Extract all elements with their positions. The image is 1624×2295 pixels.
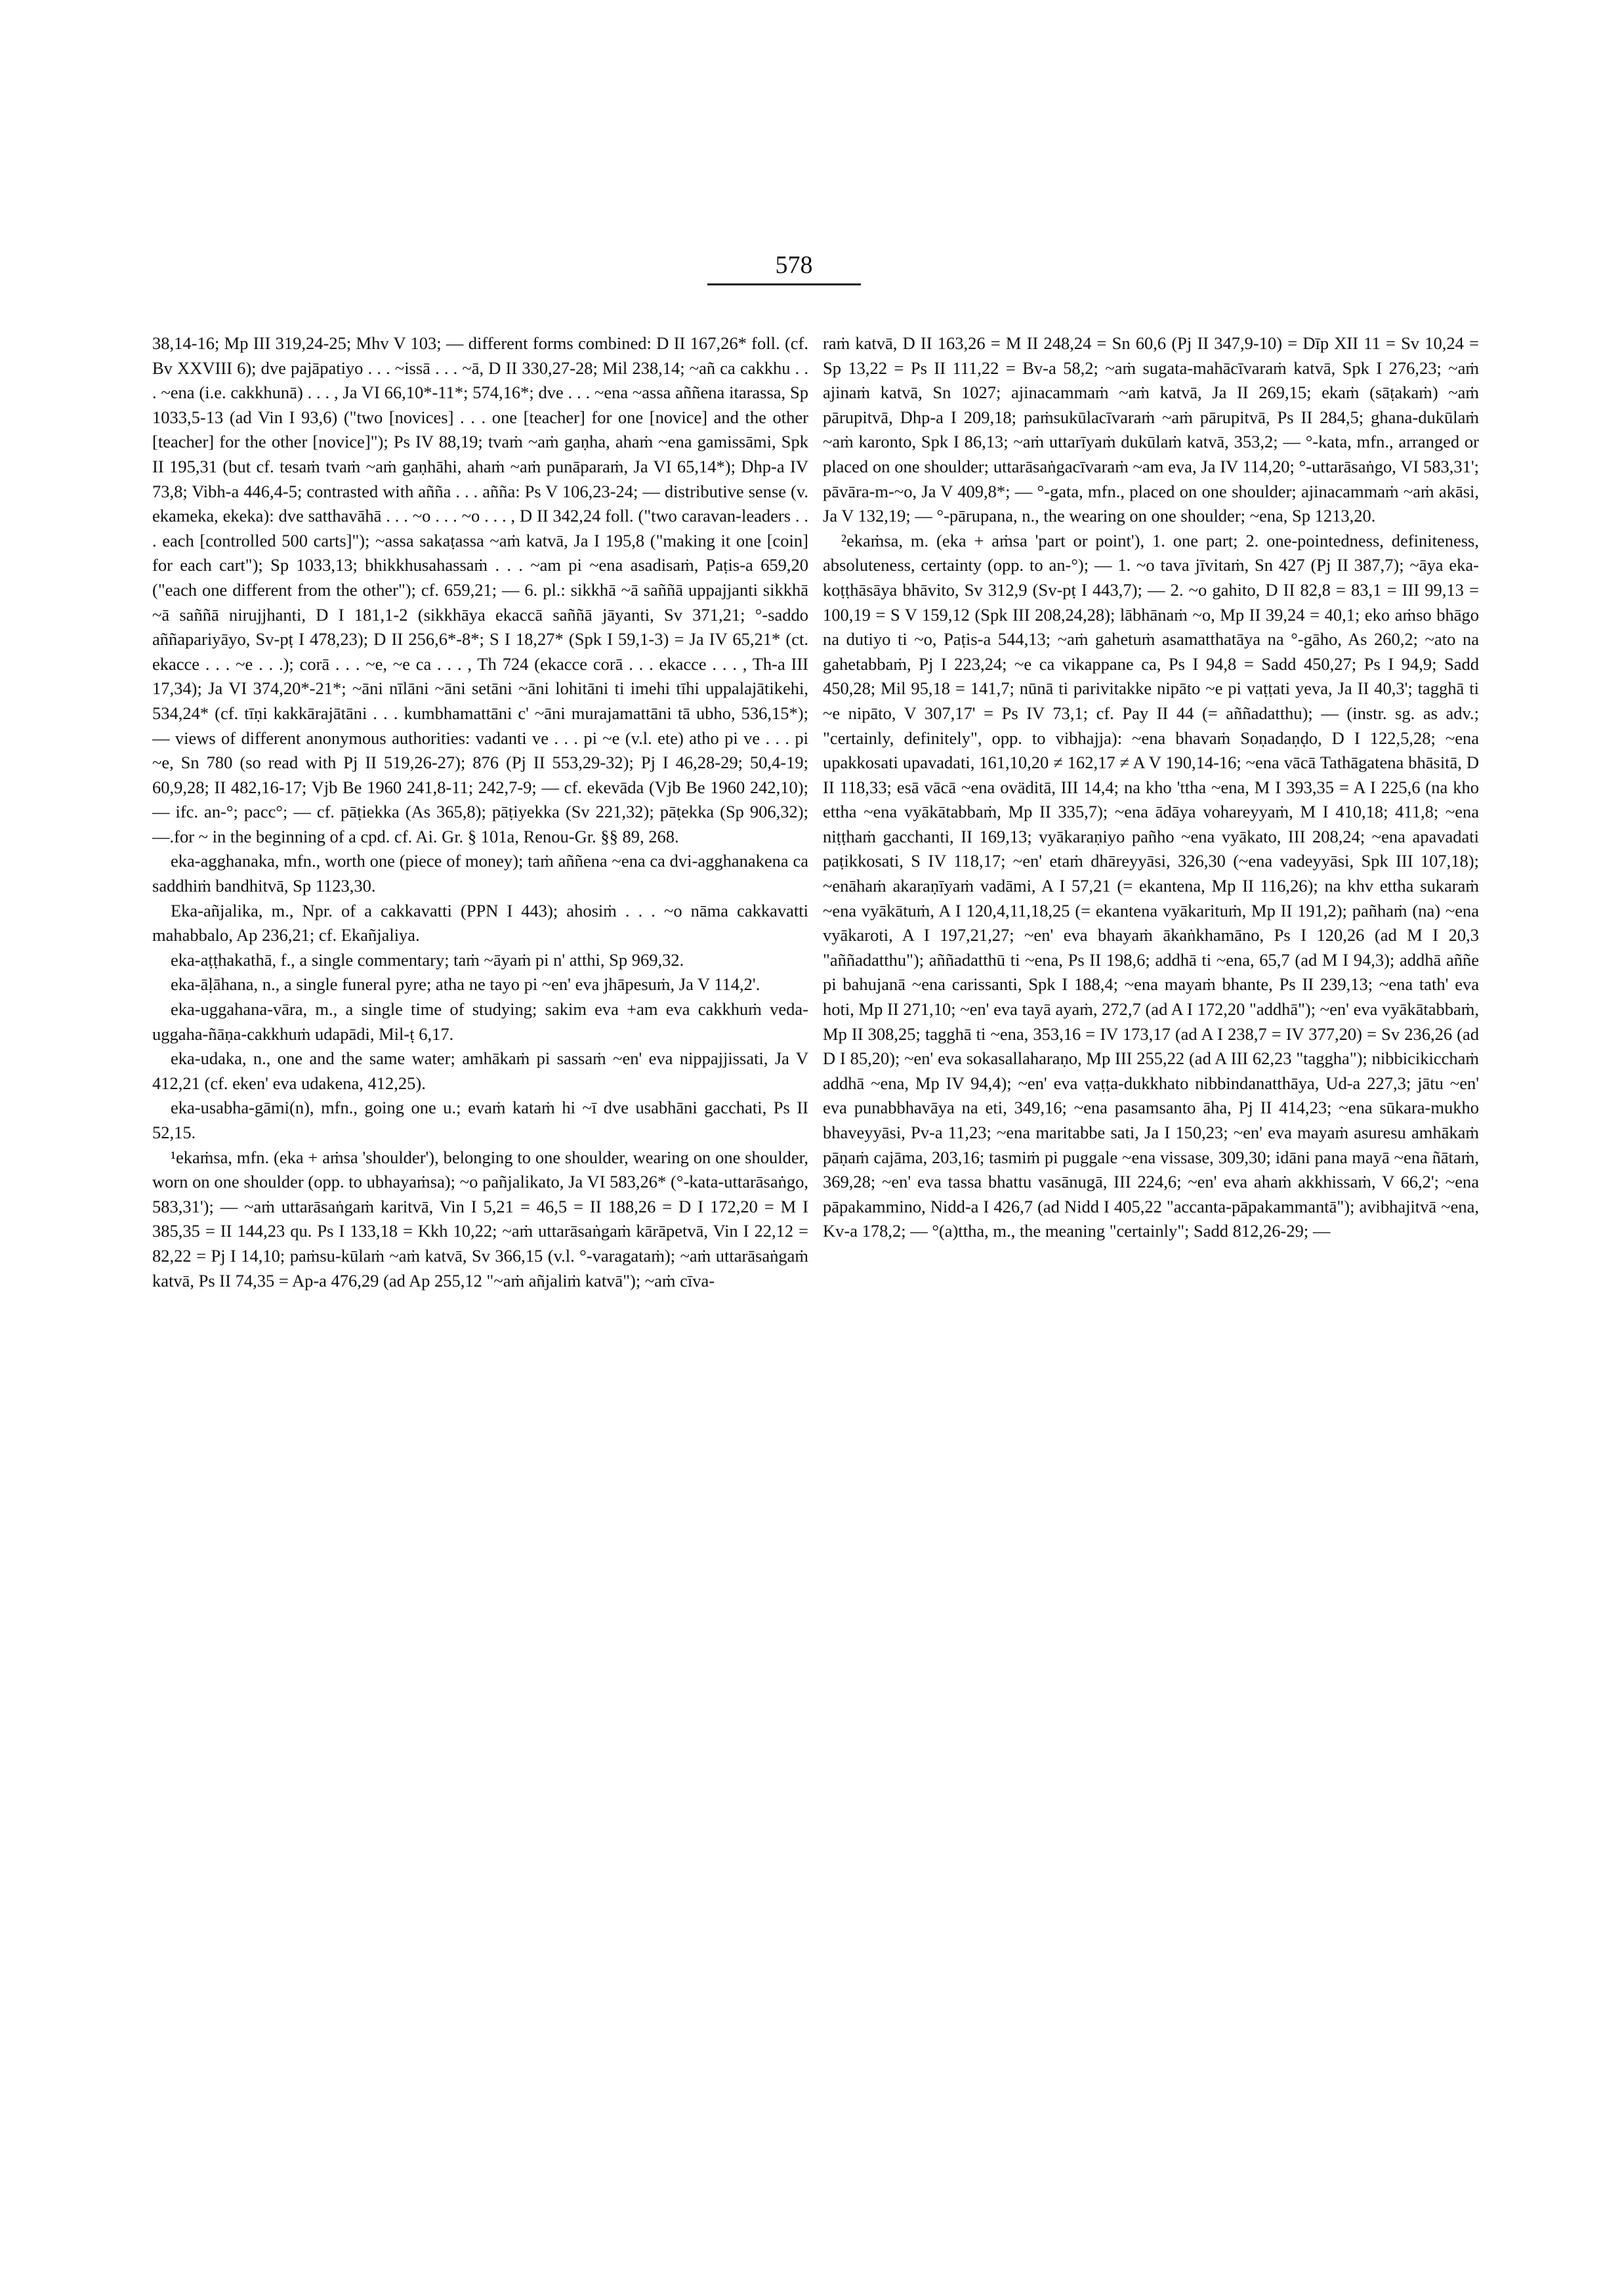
left-column (152, 331, 808, 1293)
page-number: 578 (775, 251, 813, 279)
dictionary-entry: eka-usabha-gāmi(n), mfn., going one u.; evaṁ kataṁ hi ~ī dve usabhāni gacchati, Ps II 52,15. (152, 1098, 808, 1142)
dictionary-entry: eka-agghanaka, mfn., worth one (piece of money); taṁ aññena ~ena ca dvi-agghanakena ca saddhiṁ bandhitvā, Sp 1123,30. (152, 851, 808, 896)
dictionary-entry: Eka-añjalika, m., Npr. of a cakkavatti (PPN I 443); ahosiṁ . . . ~o nāma cakkavatti mahabbalo, Ap 236,21; cf. Ekañjaliya. (152, 900, 808, 945)
dictionary-entry: eka-aṭṭhakathā, f., a single commentary; taṁ ~āyaṁ pi n' atthi, Sp 969,32. (171, 949, 684, 970)
entry-continuation: raṁ katvā, D II 163,26 = M II 248,24 = Sn 60,6 (Pj II 347,9-10) = Dīp XII 11 = Sv 10,24 = Sp 13,22 = Ps II 111,22 = Bv-a 58,2; ~aṁ sugata-mahācīvaraṁ katvā, Spk I 276,23; ~aṁ ajinaṁ katvā, Sn 1027; ajinacammaṁ ~aṁ katvā, Ja II 269,15; ekaṁ (sāṭakaṁ) ~aṁ pārupitvā, Dhp-a I 209,18; paṁsukūlacīvaraṁ ~aṁ pārupitvā, Ps II 284,5; ghana-dukūlaṁ ~aṁ karonto, Spk I 86,13; ~aṁ uttarīyaṁ dukūlaṁ katvā, 353,2; — °-kata, mfn., arranged or placed on one shoulder; uttarāsaṅgacīvaraṁ ~am eva, Ja IV 114,20; °-uttarāsaṅgo, VI 583,31'; pāvāra-m-~o, Ja V 409,8*; — °-gata, mfn., placed on one shoulder; ajinacammaṁ ~aṁ akāsi, Ja V 132,19; — °-pārupana, n., the wearing on one shoulder; ~ena, Sp 1213,20. (823, 333, 1479, 526)
entry-continuation: 38,14-16; Mp III 319,24-25; Mhv V 103; — different forms combined: D II 167,26* foll. (cf. Bv XXVIII 6); dve pajāpatiyo . . . ~issā . . . ~ā, D II 330,27-28; Mil 238,14; ~añ ca cakkhu . . . ~ena (i.e. cakkhunā) . . . , Ja VI 66,10*-11*; 574,16*; dve . . . ~ena ~assa aññena itarassa, Sp 1033,5-13 (ad Vin I 93,6) ("two [novices] . . . one [teacher] for one [novice] and the other [teacher] for the other [novice]"); Ps IV 88,19; tvaṁ ~aṁ gaṇha, ahaṁ ~ena gamissāmi, Spk II 195,31 (but cf. tesaṁ tvaṁ ~aṁ gaṇhāhi, ahaṁ ~aṁ punāparaṁ, Ja VI 65,14*); Dhp-a IV 73,8; Vibh-a 446,4-5; contrasted with añña . . . añña: Ps V 106,23-24; — distributive sense (v. ekameka, ekeka): dve satthavāhā . . . ~o . . . ~o . . . , D II 342,24 foll. ("two caravan-leaders . . . each [controlled 500 carts]"); ~assa sakaṭassa ~aṁ katvā, Ja I 195,8 ("making it one [coin] for each cart"); Sp 1033,13; bhikkhusahassaṁ . . . ~am pi ~ena asadisaṁ, Paṭis-a 659,20 ("each one different from the other"); cf. 659,21; — 6. pl.: sikkhā ~ā saññā uppajjanti sikkhā ~ā saññā nirujjhanti, D I 181,1-2 (sikkhāya ekaccā saññā jāyanti, Sv 371,21; °-saddo aññapariyāyo, Sv-pṭ I 478,23); D II 256,6*-8*; S I 18,27* (Spk I 59,1-3) = Ja IV 65,21* (ct. ekacce . . . ~e . . .); corā . . . ~e, ~e ca . . . , Th 724 (ekacce corā . . . ekacce . . . , Th-a III 17,34); Ja VI 374,20*-21*; ~āni nīlāni ~āni setāni ~āni lohitāni ti imehi tīhi uppalajātikehi, 534,24* (cf. tīṇi kakkārajātāni . . . kumbhamattāni c' ~āni murajamattāni tā ubho, 536,15*); — views of different anonymous authorities: vadanti ve . . . pi ~e (v.l. ete) atho pi ve . . . pi ~e, Sn 780 (so read with Pj II 519,26-27); 876 (Pj II 553,29-32); Pj I 46,28-29; 50,4-19; 60,9,28; II 482,16-17; Vjb Be 1960 241,8-11; 242,7-9; — cf. ekevāda (Vjb Be 1960 242,10); — ifc. an-°; pacc°; — cf. pāṭiekka (As 365,8); pāṭiyekka (Sv 221,32); pāṭekka (Sp 906,32); —.for ~ in the beginning of a cpd. cf. Ai. Gr. § 101a, Renou-Gr. §§ 89, 268. (152, 333, 808, 846)
dictionary-entry: ²ekaṁsa, m. (eka + aṁsa 'part or point'), 1. one part; 2. one-pointedness, definiteness, absoluteness, certainty (opp. to an-°); — 1. ~o tava jīvitaṁ, Sn 427 (Pj II 387,7); ~āya eka-koṭṭhāsāya bhāvito, Sv 312,9 (Sv-pṭ I 443,7); — 2. ~o gahito, D II 82,8 = 83,1 = III 99,13 = 100,19 = S V 159,12 (Spk III 208,24,28); lābhānaṁ ~o, Mp II 39,24 = 40,1; eko aṁso bhāgo na dutiyo ti ~o, Paṭis-a 544,13; ~aṁ gahetuṁ asamatthatāya na °-gāho, As 260,2; ~ato na gahetabbaṁ, Pj I 223,24; ~e ca vikappane ca, Ps I 94,8 = Sadd 450,27; Ps I 94,9; Sadd 450,28; Mil 95,18 = 141,7; nūnā ti parivitakke nipāto ~e pi vaṭṭati yeva, Ja II 40,3'; tagghā ti ~e nipāto, V 307,17' = Ps IV 73,1; cf. Pay II 44 (= aññadatthu); — (instr. sg. as adv.; "certainly, definitely", opp. to vibhajja): ~ena bhavaṁ Soṇadaṇḍo, D I 122,5,28; ~ena upakkosati upavadati, 161,10,20 ≠ 162,17 ≠ A V 190,14-16; ~ena vācā Tathāgatena bhāsitā, D II 118,33; esā vācā ~ena oväditā, III 14,4; na kho 'ttha ~ena, M I 393,35 = A I 225,6 (na kho ettha ~ena vyākātabbaṁ, Mp II 335,7); ~ena ādāya vohareyyaṁ, M I 410,18; 411,8; ~ena niṭṭhaṁ gacchanti, II 169,13; vyākaraṇiyo pañho ~ena vyākato, III 208,24; ~ena apavadati paṭikkosati, S IV 118,17; ~en' etaṁ dhāreyyāsi, 326,30 (~ena vadeyyāsi, Spk III 107,18); ~enāhaṁ akaraṇīyaṁ vadāmi, A I 57,21 (= ekantena, Mp II 116,26); na khv ettha sukaraṁ ~ena vyākātuṁ, A I 120,4,11,18,25 (= ekantena vyākarituṁ, Mp II 191,2); pañhaṁ (na) ~ena vyākaroti, A I 197,21,27; ~en' eva bhayaṁ ākaṅkhamāno, Ps I 120,26 (ad M I 20,3 "aññadatthu"); aññadatthū ti ~ena, Ps II 198,6; addhā ti ~ena, 65,7 (ad M I 94,3); addhā aññe pi bahujanā ~ena carissanti, Spk I 188,4; ~ena mayaṁ bhante, Ps II 239,13; ~ena tath' eva hoti, Mp II 271,10; ~en' eva tayā ayaṁ, 272,7 (ad A I 172,20 "addhā"); ~en' eva vyākātabbaṁ, Mp II 308,25; tagghā ti ~ena, 353,16 = IV 173,17 (ad A I 238,7 = IV 377,20) = Sv 236,26 (ad D I 85,20); ~en' eva sokasallaharaṇo, Mp III 255,22 (ad A III 62,23 "taggha"); nibbicikicchaṁ addhā ~ena, Mp IV 94,4); ~en' eva vaṭṭa-dukkhato nibbindanatthāya, Ud-a 227,3; jātu ~en' eva punabbhavāya na eti, 349,16; ~ena pasamsanto āha, Pj II 414,23; ~ena sūkara-mukho bhaveyyāsi, Pv-a 11,23; ~ena maritabbe sati, Ja I 150,23; ~en' eva mayaṁ asuresu amhākaṁ pāṇaṁ cajāma, 203,16; tasmiṁ pi puggale ~ena vissase, 309,30; idāni pana mayā ~ena ñātaṁ, 369,28; ~en' eva tassa bhattu vasānugā, III 224,6; ~en' eva ahaṁ akkhissaṁ, V 66,2'; ~ena pāpakammino, Nidd-a I 426,7 (ad Nidd I 405,22 "accanta-pāpakammantā"); avibhajitvā ~ena, Kv-a 178,2; — °(a)ttha, m., the meaning "certainly"; Sadd 812,26-29; — (823, 530, 1479, 1241)
right-column (823, 331, 1479, 1244)
dictionary-entry: ¹ekaṁsa, mfn. (eka + aṁsa 'shoulder'), belonging to one shoulder, wearing on one shoulder, worn on one shoulder (opp. to ubhayaṁsa); ~o pañjalikato, Ja VI 583,26* (°-kata-uttarāsaṅgo, 583,31'); — ~aṁ uttarāsaṅgaṁ karitvā, Vin I 5,21 = 46,5 = II 188,26 = D I 172,20 = M I 385,35 = II 144,23 qu. Ps I 133,18 = Kkh 10,22; ~aṁ uttarāsaṅgaṁ kārāpetvā, Vin I 22,12 = 82,22 = Pj I 14,10; paṁsu-kūlaṁ ~aṁ katvā, Sv 366,15 (v.l. °-varagataṁ); ~aṁ uttarāsaṅgaṁ katvā, Ps II 74,35 = Ap-a 476,29 (ad Ap 255,12 "~aṁ añjaliṁ katvā"); ~aṁ cīva- (152, 1147, 808, 1291)
dictionary-entry: eka-āḷāhana, n., a single funeral pyre; atha ne tayo pi ~en' eva jhāpesuṁ, Ja V 114,2'. (171, 974, 760, 995)
dictionary-entry: eka-uggahana-vāra, m., a single time of studying; sakim eva +am eva cakkhuṁ veda-uggaha-ñāṇa-cakkhuṁ udapādi, Mil-ṭ 6,17. (152, 999, 808, 1044)
header-rule (707, 283, 861, 285)
dictionary-entry: eka-udaka, n., one and the same water; amhākaṁ pi sassaṁ ~en' eva nippajjissati, Ja V 412,21 (cf. eken' eva udakena, 412,25). (152, 1048, 808, 1093)
